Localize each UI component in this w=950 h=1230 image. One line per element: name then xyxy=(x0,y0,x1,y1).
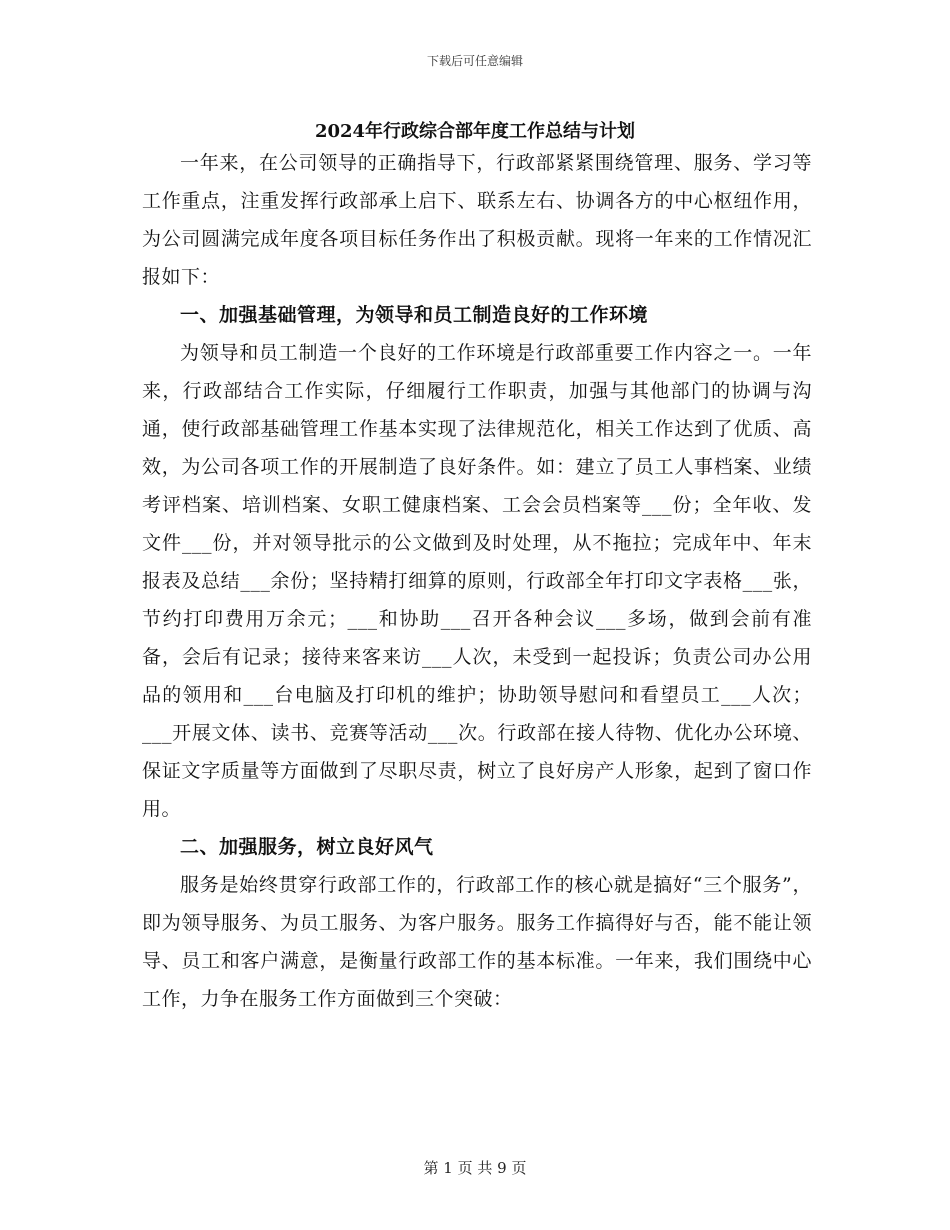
page-header: 下载后可任意编辑 xyxy=(426,54,523,68)
document-body xyxy=(142,144,812,1018)
section-2-heading: 二、加强服务，树立良好风气 xyxy=(180,836,434,858)
page-footer: 第 1 页 共 9 页 xyxy=(423,1159,527,1177)
intro-paragraph: 一年来，在公司领导的正确指导下，行政部紧紧围绕管理、服务、学习等工作重点，注重发挥行政部承上启下、联系左右、协调各方的中心枢纽作用，为公司圆满完成年度各项目标任务作出了积极贡献。现将一年来的工作情况汇报如下： xyxy=(142,152,812,288)
section-1-heading: 一、加强基础管理，为领导和员工制造良好的工作环境 xyxy=(180,304,649,326)
section-2-paragraph: 服务是始终贯穿行政部工作的，行政部工作的核心就是搞好“三个服务”，即为领导服务、为员工服务、为客户服务。服务工作搞得好与否，能不能让领导、员工和客户满意，是衡量行政部工作的基本标准。一年来，我们围绕中心工作，力争在服务工作方面做到三个突破： xyxy=(142,874,812,1010)
document-title: 2024年行政综合部年度工作总结与计划 xyxy=(314,121,636,142)
section-1-paragraph: 为领导和员工制造一个良好的工作环境是行政部重要工作内容之一。一年来，行政部结合工作实际，仔细履行工作职责，加强与其他部门的协调与沟通，使行政部基础管理工作基本实现了法律规范化，相关工作达到了优质、高效，为公司各项工作的开展制造了良好条件。如：建立了员工人事档案、业绩考评档案、培训档案、女职工健康档案、工会会员档案等___份；全年收、发文件___份，并对领导批示的公文做到及时处理，从不拖拉；完成年中、年末报表及总结___余份；坚持精打细算的原则，行政部全年打印文字表格___张，节约打印费用万余元；___和协助___召开各种会议___多场，做到会前有准备，会后有记录；接待来客来访___人次，未受到一起投诉；负责公司办公用品的领用和___台电脑及打印机的维护；协助领导慰问和看望员工___人次；___开展文体、读书、竞赛等活动___次。行政部在接人待物、优化办公环境、保证文字质量等方面做到了尽职尽责，树立了良好房产人形象，起到了窗口作用。 xyxy=(142,342,812,820)
